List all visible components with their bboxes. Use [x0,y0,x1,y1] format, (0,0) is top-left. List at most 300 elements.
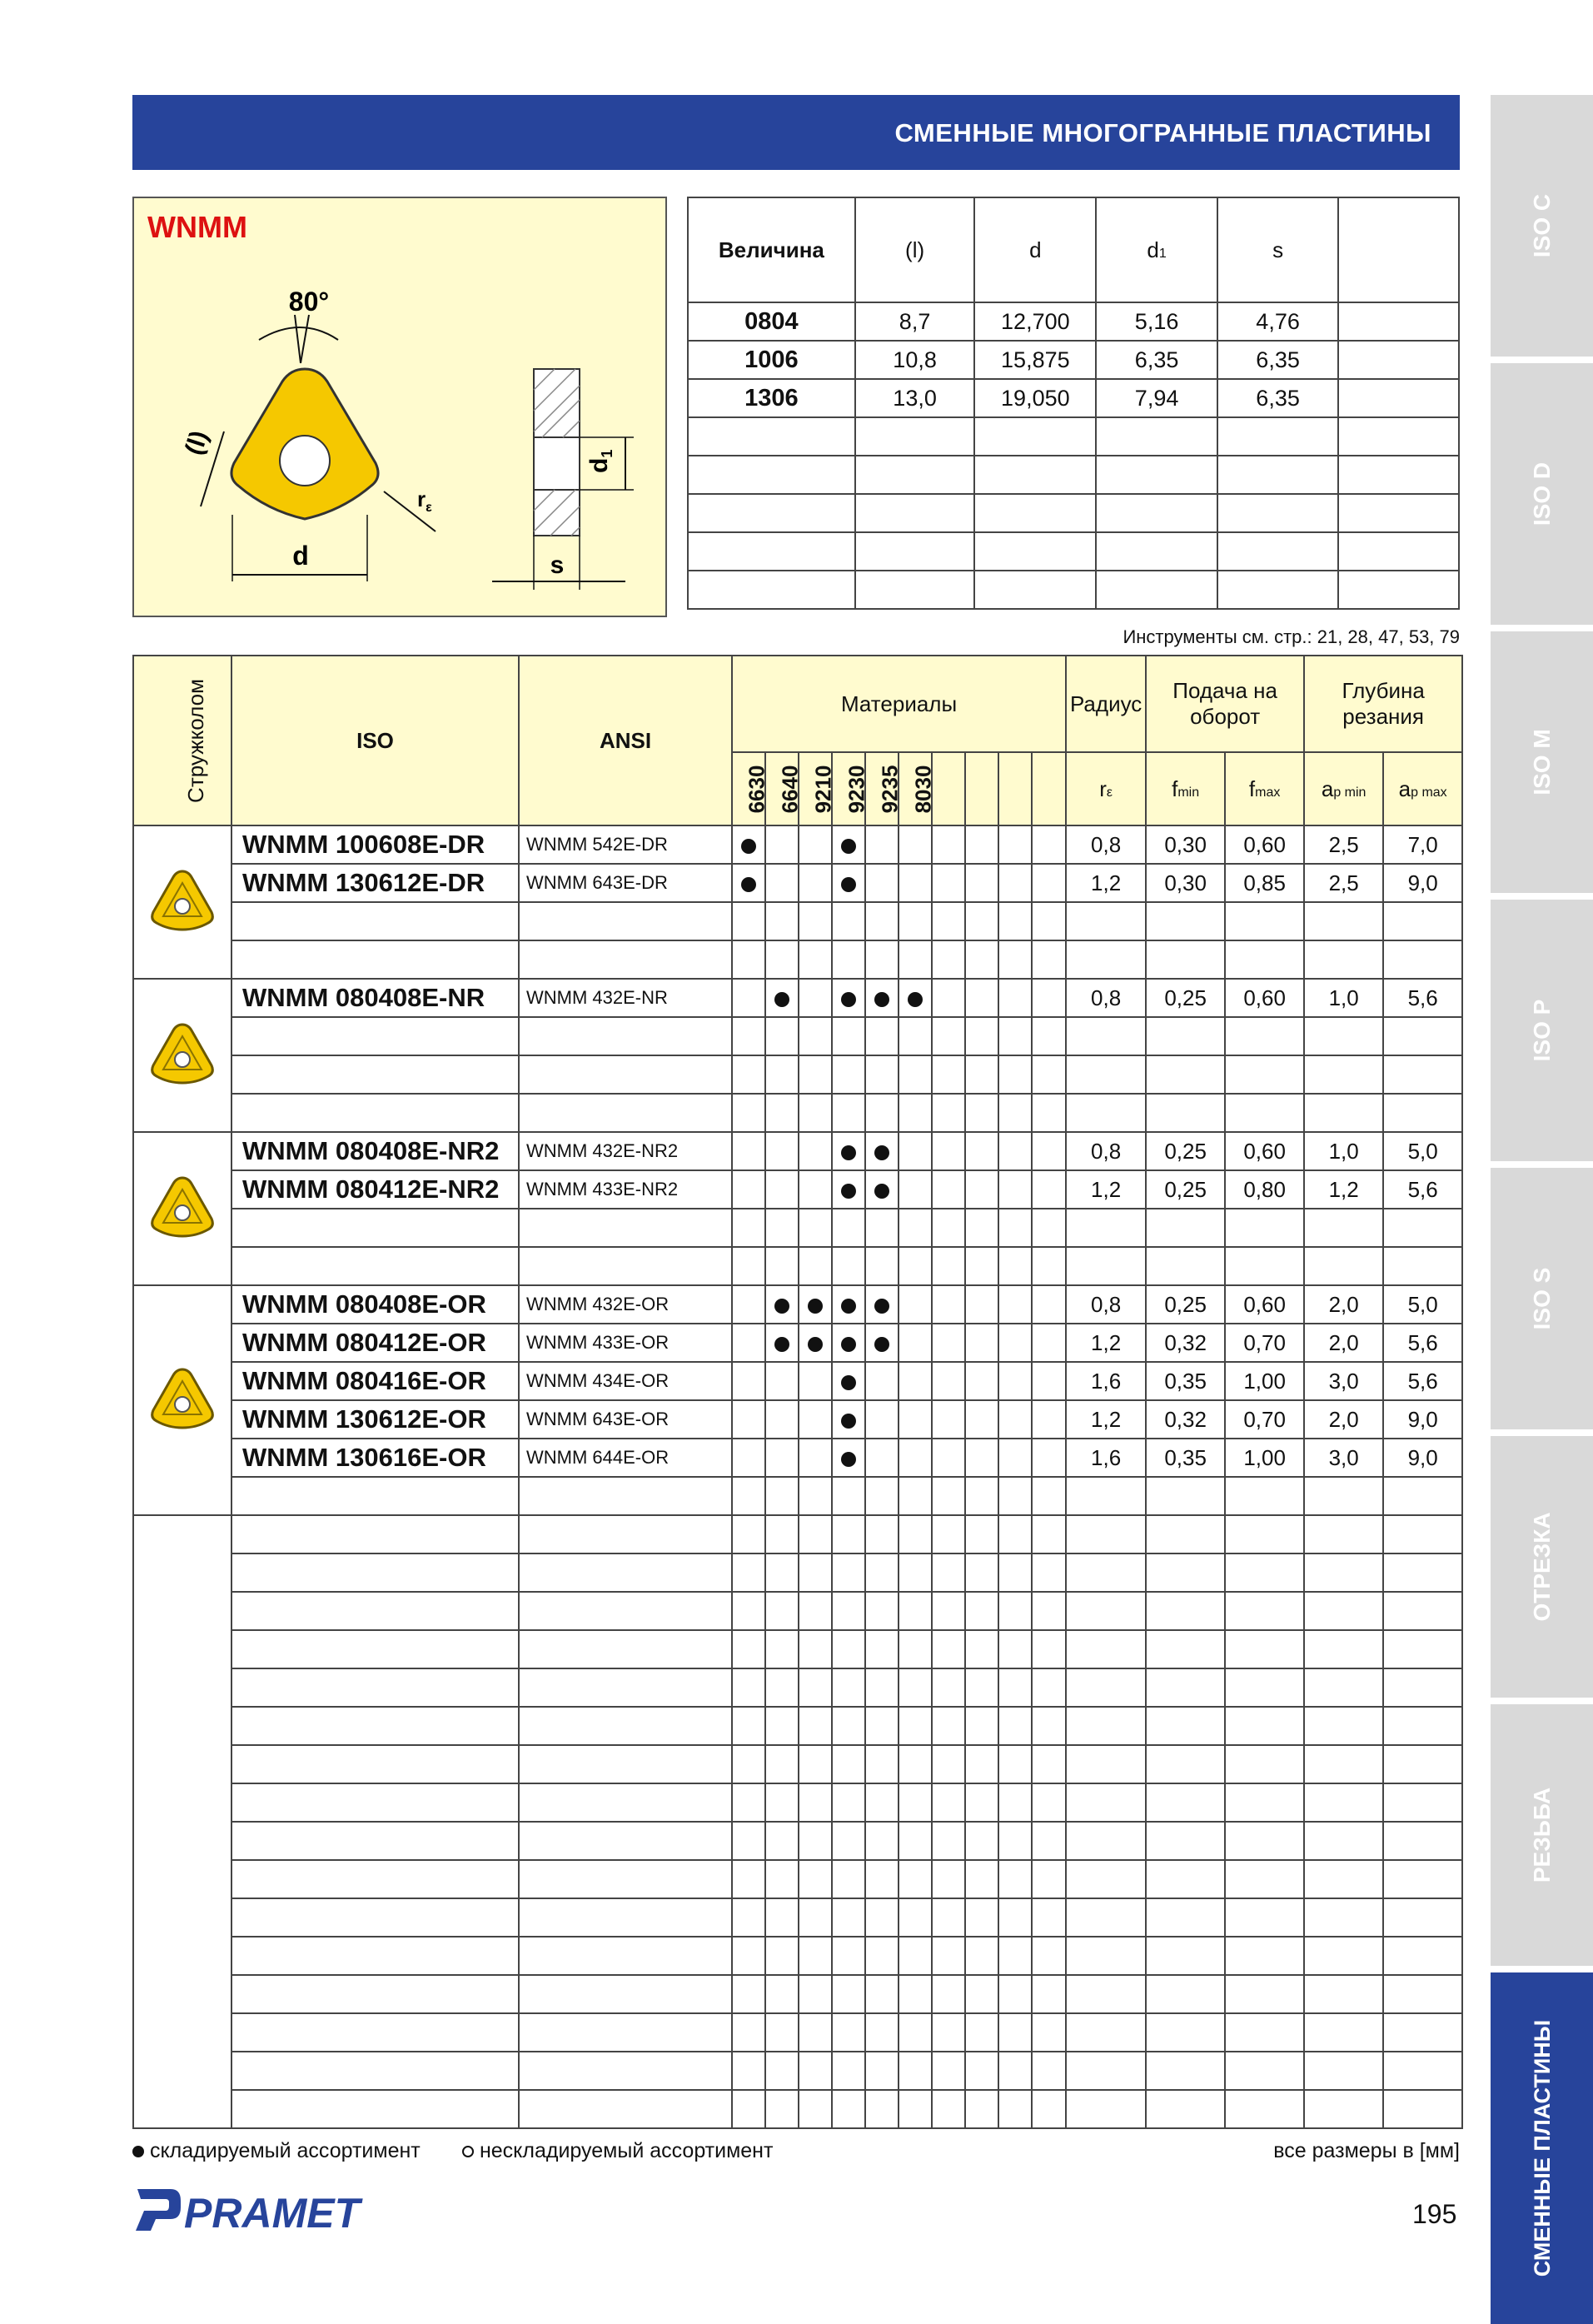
grade-cell [1032,1132,1066,1170]
grade-cell [932,1477,965,1515]
grade-cell [799,1592,832,1630]
iso-code [231,1822,519,1860]
grade-cell [1032,1515,1066,1553]
tab-label: СМЕННЫЕ ПЛАСТИНЫ [1529,2019,1555,2277]
grade-cell [865,1247,899,1285]
value-apmax [1383,1515,1462,1553]
grade-cell [965,1592,998,1630]
grade-cell [765,1707,799,1745]
size-cell [1096,532,1217,571]
value-fmin [1146,1860,1225,1898]
grade-cell [765,1439,799,1477]
grade-cell [998,1017,1032,1055]
value-fmin [1146,2090,1225,2128]
grade-cell [932,1783,965,1822]
col-feed: Подача на оборот [1146,656,1304,752]
value-r [1066,2013,1146,2052]
grade-cell [965,1745,998,1783]
iso-code [231,1592,519,1630]
grade-cell [865,940,899,979]
ansi-code [519,1822,732,1860]
grade-cell [732,1553,765,1592]
value-apmax [1383,1937,1462,1975]
table-row [133,1937,1462,1975]
grade-cell [799,940,832,979]
value-fmax [1225,1477,1304,1515]
grade-cell [765,2013,799,2052]
grade-cell [732,902,765,940]
stock-dot-icon [774,1337,789,1352]
grade-cell [799,1017,832,1055]
value-fmin [1146,940,1225,979]
value-fmax [1225,1898,1304,1937]
value-fmax: 0,60 [1225,1285,1304,1324]
grade-cell [965,1630,998,1668]
grade-cell [832,1515,865,1553]
grade-cell [932,1017,965,1055]
size-table [687,197,1460,610]
stock-dot-icon [841,1414,856,1429]
grade-cell [932,1362,965,1400]
grade-cell [932,1975,965,2013]
size-cell [1096,571,1217,609]
grade-cell [865,1975,899,2013]
value-apmax: 5,0 [1383,1285,1462,1324]
grade-cell [932,1170,965,1209]
grade-cell [899,864,932,902]
grade-cell [765,1400,799,1439]
value-apmax [1383,902,1462,940]
grade-cell [732,1324,765,1362]
grade-cell [765,1937,799,1975]
grade-cell [865,2090,899,2128]
grade-cell [732,825,765,864]
value-fmin [1146,1515,1225,1553]
grade-cell [732,1668,765,1707]
value-apmax [1383,1783,1462,1822]
size-cell [1217,494,1339,532]
size-row [688,532,1459,571]
value-fmax: 0,70 [1225,1324,1304,1362]
grade-cell [965,1937,998,1975]
grade-cell [899,940,932,979]
grade-cell [765,1285,799,1324]
size-cell [1338,456,1459,494]
grade-cell [832,2090,865,2128]
value-apmax [1383,1477,1462,1515]
value-apmax [1383,1553,1462,1592]
legend-stock: складируемый ассортимент [132,2139,421,2163]
table-row [133,1477,1462,1515]
ansi-code [519,1017,732,1055]
table-row [133,1132,1462,1170]
tab-6[interactable] [1491,1436,1593,1698]
grade-cell [865,1707,899,1745]
sym-apmin: ap min [1304,752,1383,825]
size-cell [974,494,1096,532]
grade-cell [899,1209,932,1247]
iso-code [231,1477,519,1515]
value-fmax [1225,1745,1304,1783]
table-row [133,902,1462,940]
value-apmin [1304,902,1383,940]
value-apmax [1383,1094,1462,1132]
iso-code: WNMM 130612E-OR [231,1400,519,1439]
table-row [133,1783,1462,1822]
grade-cell [965,1477,998,1515]
grade-cell [765,1783,799,1822]
grade-cell [932,1285,965,1324]
iso-code [231,1975,519,2013]
table-row [133,2052,1462,2090]
size-cell-name: 0804 [688,302,855,341]
size-cell [1096,456,1217,494]
stock-dot-icon [808,1299,823,1314]
ansi-code [519,1707,732,1745]
grade-cell [1032,1400,1066,1439]
value-fmin [1146,1822,1225,1860]
ansi-code: WNMM 432E-NR2 [519,1132,732,1170]
grade-cell [765,825,799,864]
grade-cell [732,1515,765,1553]
chipbreaker-insert-icon [133,1285,231,1515]
ansi-code [519,1937,732,1975]
value-apmin [1304,1707,1383,1745]
size-cell [1096,417,1217,456]
grade-cell [998,825,1032,864]
ansi-code: WNMM 433E-OR [519,1324,732,1362]
grade-cell [832,1477,865,1515]
grade-cell [899,1132,932,1170]
ansi-code [519,1975,732,2013]
ansi-code [519,1898,732,1937]
table-row [133,1094,1462,1132]
value-apmax [1383,1860,1462,1898]
stock-dot-icon [841,1375,856,1390]
chipbreaker-insert-icon [133,1132,231,1285]
grade-cell [899,902,932,940]
grade-cell [865,1094,899,1132]
grade-cell [799,864,832,902]
stock-dot-icon [874,1184,889,1199]
insert-drawing [134,198,669,619]
diagram-title: WNMM [147,210,247,244]
value-fmin: 0,35 [1146,1362,1225,1400]
grade-cell [899,1362,932,1400]
grade-cell [1032,1975,1066,2013]
grade-cell [832,864,865,902]
grade-cell [932,2013,965,2052]
size-cell [1217,417,1339,456]
grade-cell [899,1707,932,1745]
table-row [133,1055,1462,1094]
iso-code: WNMM 100608E-DR [231,825,519,864]
size-cell [1338,571,1459,609]
stock-dot-icon [808,1337,823,1352]
grade-cell [765,1017,799,1055]
grade-header: 9230 [832,752,865,825]
size-cell [1338,341,1459,379]
grade-cell [799,1937,832,1975]
col-iso: ISO [231,656,519,825]
tab-label: ISO M [1528,729,1555,795]
size-row [688,341,1459,379]
grade-cell [899,1439,932,1477]
grade-cell [832,979,865,1017]
value-fmin [1146,1898,1225,1937]
size-cell [855,494,975,532]
grade-cell [765,1668,799,1707]
page-header-bar [132,95,1460,170]
grade-cell [765,1055,799,1094]
grade-cell [899,1324,932,1362]
grade-cell [732,1860,765,1898]
grade-cell [932,2052,965,2090]
grade-cell [965,825,998,864]
value-r [1066,1247,1146,1285]
grade-cell [899,1094,932,1132]
grade-cell [899,1017,932,1055]
grade-cell [998,902,1032,940]
table-row [133,1209,1462,1247]
grade-cell [765,979,799,1017]
stock-dot-icon [908,992,923,1007]
grade-cell [998,2052,1032,2090]
size-cell [855,532,975,571]
grade-cell [732,1822,765,1860]
grade-cell [732,979,765,1017]
table-row [133,1553,1462,1592]
grade-cell [965,864,998,902]
grade-cell [932,1745,965,1783]
grade-cell [865,2052,899,2090]
value-fmax [1225,1630,1304,1668]
grade-cell [932,1055,965,1094]
ansi-code [519,940,732,979]
iso-code [231,1553,519,1592]
value-fmax: 0,60 [1225,1132,1304,1170]
grade-cell [965,1170,998,1209]
grade-cell [1032,2052,1066,2090]
grade-cell [865,1630,899,1668]
grade-cell [932,1247,965,1285]
grade-cell [865,1860,899,1898]
stock-dot-icon [741,877,756,892]
value-fmax [1225,1975,1304,2013]
grade-cell [965,2052,998,2090]
iso-code [231,1668,519,1707]
value-apmax: 9,0 [1383,1439,1462,1477]
grade-cell [932,1860,965,1898]
table-row [133,1822,1462,1860]
grade-cell [1032,940,1066,979]
grade-cell [832,1975,865,2013]
tab-3[interactable] [1491,631,1593,893]
grade-cell [932,825,965,864]
grade-cell [965,1324,998,1362]
tab-8[interactable] [1491,1972,1593,2324]
size-row [688,494,1459,532]
size-row [688,571,1459,609]
iso-code [231,2013,519,2052]
value-fmin [1146,1745,1225,1783]
grade-cell [832,1592,865,1630]
grade-cell [832,1324,865,1362]
value-fmax: 0,85 [1225,864,1304,902]
col-materials: Материалы [732,656,1066,752]
tab-4[interactable] [1491,900,1593,1161]
size-cell-name [688,456,855,494]
grade-cell [932,1592,965,1630]
value-fmax: 0,60 [1225,979,1304,1017]
size-col-l: (l) [855,197,975,302]
size-cell [974,417,1096,456]
grade-cell [799,825,832,864]
value-apmin: 1,2 [1304,1170,1383,1209]
grade-cell [899,979,932,1017]
grade-cell [765,1094,799,1132]
ansi-code: WNMM 643E-DR [519,864,732,902]
sym-apmax: ap max [1383,752,1462,825]
grade-cell [799,1247,832,1285]
grade-cell [965,1017,998,1055]
grade-cell [965,1362,998,1400]
value-r [1066,1094,1146,1132]
grade-cell [998,864,1032,902]
value-apmax [1383,2052,1462,2090]
grade-cell [865,1822,899,1860]
ansi-code [519,1209,732,1247]
grade-cell [765,1362,799,1400]
logo-mark-icon [136,2189,181,2231]
size-cell [1096,494,1217,532]
grade-cell [732,1937,765,1975]
size-cell [1338,379,1459,417]
value-apmax: 5,6 [1383,979,1462,1017]
value-apmax: 7,0 [1383,825,1462,864]
table-row [133,1745,1462,1783]
tab-2[interactable] [1491,363,1593,625]
iso-code: WNMM 080408E-NR2 [231,1132,519,1170]
value-fmax [1225,1783,1304,1822]
value-apmin [1304,2090,1383,2128]
table-row [133,1630,1462,1668]
value-apmax: 5,6 [1383,1324,1462,1362]
value-r: 0,8 [1066,1132,1146,1170]
table-row [133,1707,1462,1745]
grade-cell [732,1898,765,1937]
grade-cell [832,1362,865,1400]
grade-cell [865,825,899,864]
value-r [1066,1630,1146,1668]
grade-cell [899,1860,932,1898]
grade-cell [832,1553,865,1592]
value-apmax [1383,1822,1462,1860]
size-cell [855,456,975,494]
grade-cell [832,1055,865,1094]
value-apmin [1304,1783,1383,1822]
iso-code [231,2090,519,2128]
size-cell-name: 1306 [688,379,855,417]
grade-cell [832,825,865,864]
grade-cell [932,1439,965,1477]
grade-cell [965,1132,998,1170]
value-apmin: 2,5 [1304,864,1383,902]
grade-cell [765,1745,799,1783]
grade-cell [732,1132,765,1170]
value-apmin [1304,1209,1383,1247]
table-row [133,1439,1462,1477]
value-apmin [1304,2052,1383,2090]
tab-1[interactable] [1491,95,1593,357]
tab-7[interactable] [1491,1704,1593,1966]
grade-cell [965,1707,998,1745]
legend-nonstock: нескладируемый ассортимент [462,2139,773,2163]
grade-cell [765,1630,799,1668]
iso-code [231,1247,519,1285]
value-fmin: 0,30 [1146,825,1225,864]
grade-cell [832,1285,865,1324]
table-row [133,979,1462,1017]
ansi-code [519,1592,732,1630]
value-apmin [1304,1553,1383,1592]
grade-cell [865,1209,899,1247]
size-cell: 10,8 [855,341,975,379]
grade-cell [832,1094,865,1132]
size-cell-name [688,494,855,532]
size-cell [1338,532,1459,571]
grade-cell [998,1209,1032,1247]
tab-5[interactable] [1491,1168,1593,1429]
value-fmax: 0,70 [1225,1400,1304,1439]
grade-cell [765,1592,799,1630]
grade-cell [998,1630,1032,1668]
value-apmin [1304,1592,1383,1630]
grade-cell [998,1783,1032,1822]
grade-cell [765,1132,799,1170]
value-fmin: 0,32 [1146,1400,1225,1439]
value-apmin [1304,1477,1383,1515]
size-cell: 6,35 [1096,341,1217,379]
value-apmin: 2,5 [1304,825,1383,864]
grade-cell [865,1362,899,1400]
value-apmin [1304,1017,1383,1055]
size-cell: 5,16 [1096,302,1217,341]
value-r: 0,8 [1066,1285,1146,1324]
grade-cell [865,1783,899,1822]
grade-header: 6630 [732,752,765,825]
grade-cell [832,1630,865,1668]
value-r [1066,940,1146,979]
grade-cell [799,1362,832,1400]
insert-side-view [534,369,580,536]
table-row [133,1898,1462,1937]
size-cell [1217,456,1339,494]
grade-cell [799,1822,832,1860]
grade-cell [799,1132,832,1170]
value-fmin [1146,1094,1225,1132]
value-apmax [1383,1247,1462,1285]
value-apmax [1383,1975,1462,2013]
grade-cell [932,1209,965,1247]
grade-cell [865,1017,899,1055]
grade-cell [998,1439,1032,1477]
grade-cell [998,1975,1032,2013]
value-fmin [1146,1937,1225,1975]
table-row [133,1975,1462,2013]
stock-dot-icon [841,877,856,892]
grade-cell [998,1898,1032,1937]
